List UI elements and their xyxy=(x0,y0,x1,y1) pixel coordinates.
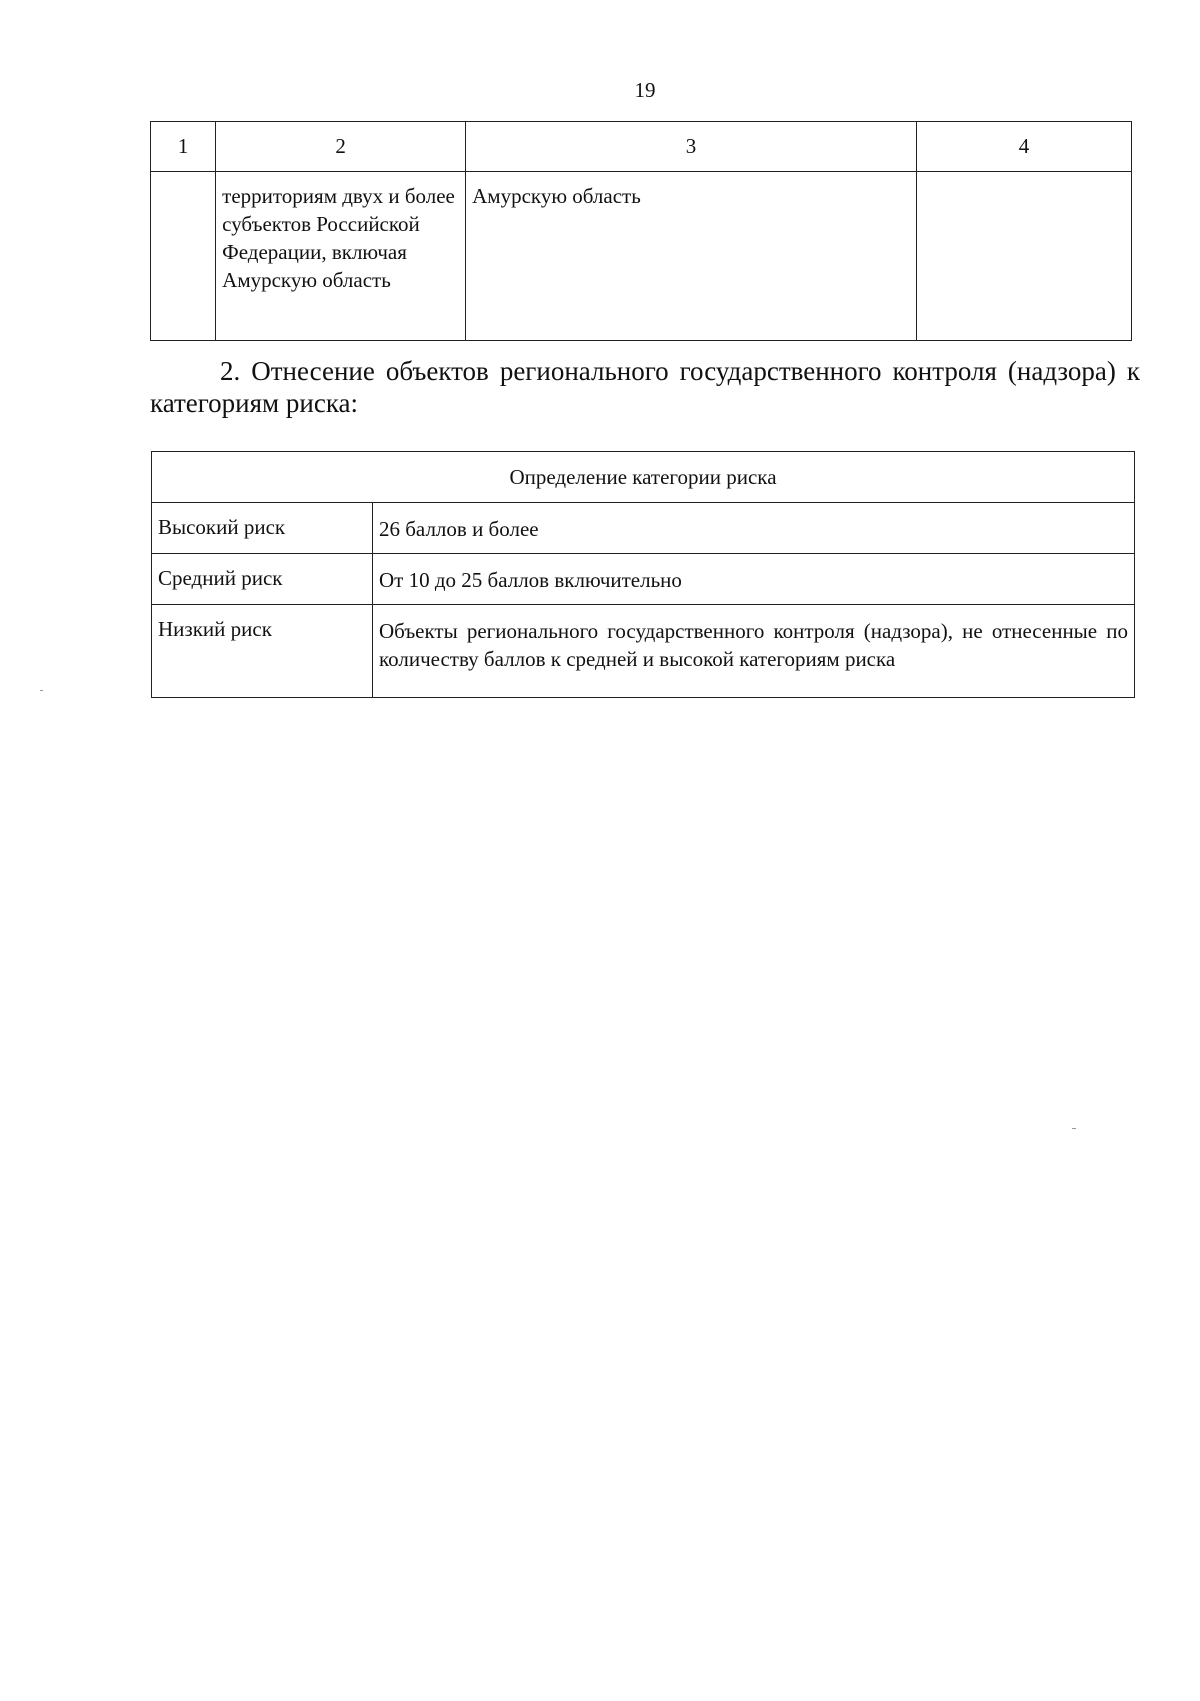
column-header-1: 1 xyxy=(151,122,216,172)
continuation-table xyxy=(150,121,1132,341)
scan-speck xyxy=(40,690,43,691)
risk-row-high xyxy=(152,503,1135,554)
cell-col2: территориям двух и более субъектов Российской Федерации, включая Амурскую область xyxy=(216,172,466,341)
cell-col1 xyxy=(151,172,216,341)
paragraph-text: 2. Отнесение объектов регионального государственного контроля (надзора) к категориям риска: xyxy=(150,356,1140,418)
column-header-3: 3 xyxy=(466,122,917,172)
risk-value-high: 26 баллов и более xyxy=(373,503,1135,554)
column-header-2: 2 xyxy=(216,122,466,172)
risk-category-table xyxy=(151,451,1135,698)
risk-label-medium: Средний риск xyxy=(152,554,373,605)
risk-value-medium: От 10 до 25 баллов включительно xyxy=(373,554,1135,605)
risk-row-medium xyxy=(152,554,1135,605)
column-header-4: 4 xyxy=(916,122,1131,172)
risk-label-low: Низкий риск xyxy=(152,605,373,698)
risk-value-low: Объекты регионального государственного контроля (надзора), не отнесенные по количеству баллов к средней и высокой категориям риска xyxy=(373,605,1135,698)
risk-table-title-row xyxy=(152,452,1135,503)
risk-label-high: Высокий риск xyxy=(152,503,373,554)
scan-speck xyxy=(1072,1128,1076,1129)
page-number: 19 xyxy=(634,78,656,102)
risk-table-title: Определение категории риска xyxy=(152,452,1135,503)
risk-row-low xyxy=(152,605,1135,698)
section-paragraph xyxy=(150,355,1140,419)
table-row xyxy=(151,172,1132,341)
cell-col4 xyxy=(916,172,1131,341)
cell-col3: Амурскую область xyxy=(466,172,917,341)
table-header-row xyxy=(151,122,1132,172)
